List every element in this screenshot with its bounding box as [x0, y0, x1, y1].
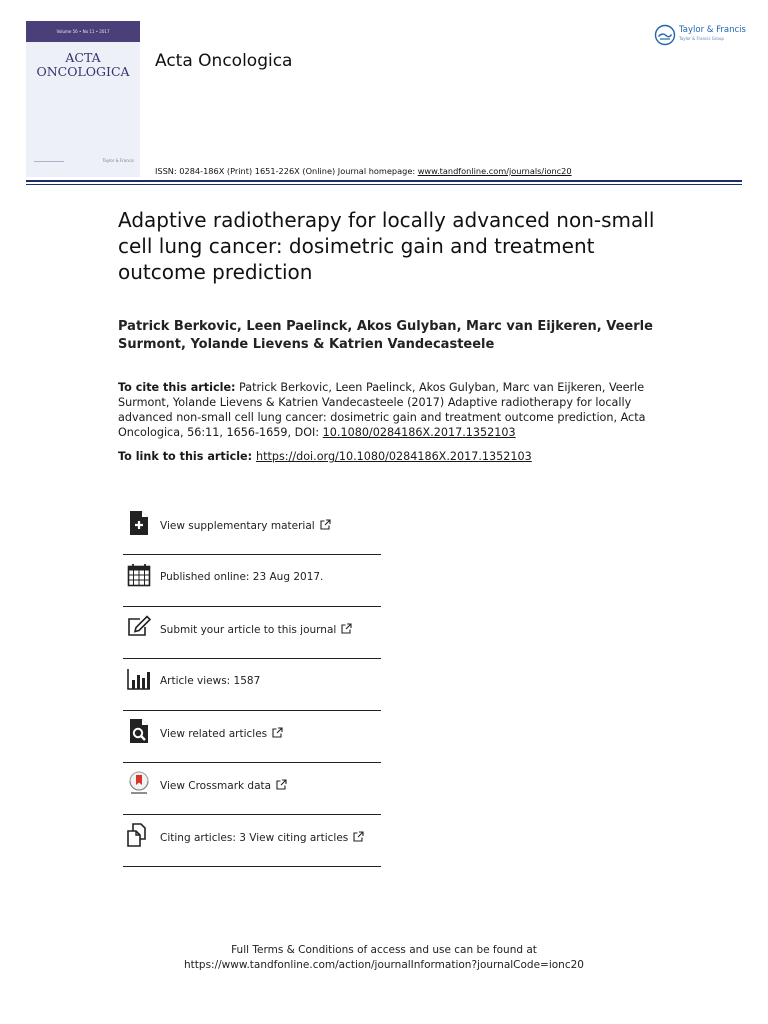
issn-line [155, 166, 572, 176]
info-item-label: Published online: 23 Aug 2017. [160, 571, 324, 583]
info-item-crossmark[interactable] [123, 763, 381, 815]
header-rule [26, 180, 742, 182]
external-link-icon [272, 727, 283, 738]
info-item-submit[interactable] [123, 607, 381, 659]
terms-footer [0, 943, 768, 973]
article-info-list [123, 503, 381, 867]
article-link-block [118, 449, 658, 464]
journal-homepage-link[interactable]: www.tandfonline.com/journals/ionc20 [417, 166, 572, 176]
link-label: To link to this article: [118, 450, 256, 463]
cover-title: ACTA ONCOLOGICA [36, 50, 130, 79]
info-item-label: Citing articles: 3 View citing articles [160, 832, 349, 844]
publisher-group: Taylor & Francis Group [679, 36, 724, 41]
article-authors: Patrick Berkovic, Leen Paelinck, Akos Gulyban, Marc van Eijkeren, Veerle Surmont, Yolande Lievens & Katrien Vandecasteele [118, 319, 653, 352]
issn-text: ISSN: 0284-186X (Print) 1651-226X (Online) Journal homepage: [155, 166, 418, 176]
info-item-published [123, 555, 381, 607]
edit-icon [127, 615, 151, 639]
header-rule-thin [26, 184, 742, 185]
citation-block [118, 380, 658, 440]
cover-band: Volume 56 • No 11 • 2017 [26, 21, 140, 42]
cite-label: To cite this article: [118, 381, 236, 394]
publisher-logo[interactable] [654, 24, 754, 48]
article-doi-link[interactable]: https://doi.org/10.1080/0284186X.2017.1352103 [256, 450, 532, 463]
tf-logo-icon [654, 24, 676, 46]
external-link-icon [320, 519, 331, 530]
journal-cover-image [26, 21, 140, 177]
terms-url[interactable]: https://www.tandfonline.com/action/journalInformation?journalCode=ionc20 [184, 959, 584, 971]
cite-doi-link[interactable]: 10.1080/0284186X.2017.1352103 [322, 426, 516, 439]
info-item-views [123, 659, 381, 711]
article-title: Adaptive radiotherapy for locally advanced non-small cell lung cancer: dosimetric gain and treatment outcome prediction [118, 208, 655, 284]
calendar-icon [127, 563, 151, 587]
add-file-icon [127, 511, 151, 535]
search-document-icon [127, 719, 151, 743]
info-item-label: View related articles [160, 728, 268, 740]
external-link-icon [353, 831, 364, 842]
cover-publisher: Taylor & Francis [102, 158, 134, 163]
info-item-label: View Crossmark data [160, 780, 272, 792]
terms-text: Full Terms & Conditions of access and use can be found at [231, 944, 537, 956]
external-link-icon [276, 779, 287, 790]
citing-articles-icon [127, 823, 151, 847]
cover-divider [34, 161, 64, 162]
info-item-related[interactable] [123, 711, 381, 763]
crossmark-icon [127, 771, 151, 795]
info-item-label: Article views: 1587 [160, 675, 261, 687]
info-item-label: View supplementary material [160, 520, 315, 532]
journal-name: Acta Oncologica [155, 51, 293, 71]
info-item-label: Submit your article to this journal [160, 624, 337, 636]
cite-text: Patrick Berkovic, Leen Paelinck, Akos Gulyban, Marc van Eijkeren, Veerle Surmont, Yolande Lievens & Katrien Vandecasteele (2017) Adaptive radiotherapy for locally advanced non-small cell lung cancer: dosimetric gain and treatment outcome prediction, Acta Oncologica, 56:11, 1656-1659, DOI: [118, 381, 646, 439]
bar-chart-icon [127, 667, 151, 691]
publisher-name: Taylor & Francis [679, 25, 746, 35]
external-link-icon [341, 623, 352, 634]
info-item-citing[interactable] [123, 815, 381, 867]
info-item-supplementary[interactable] [123, 503, 381, 555]
